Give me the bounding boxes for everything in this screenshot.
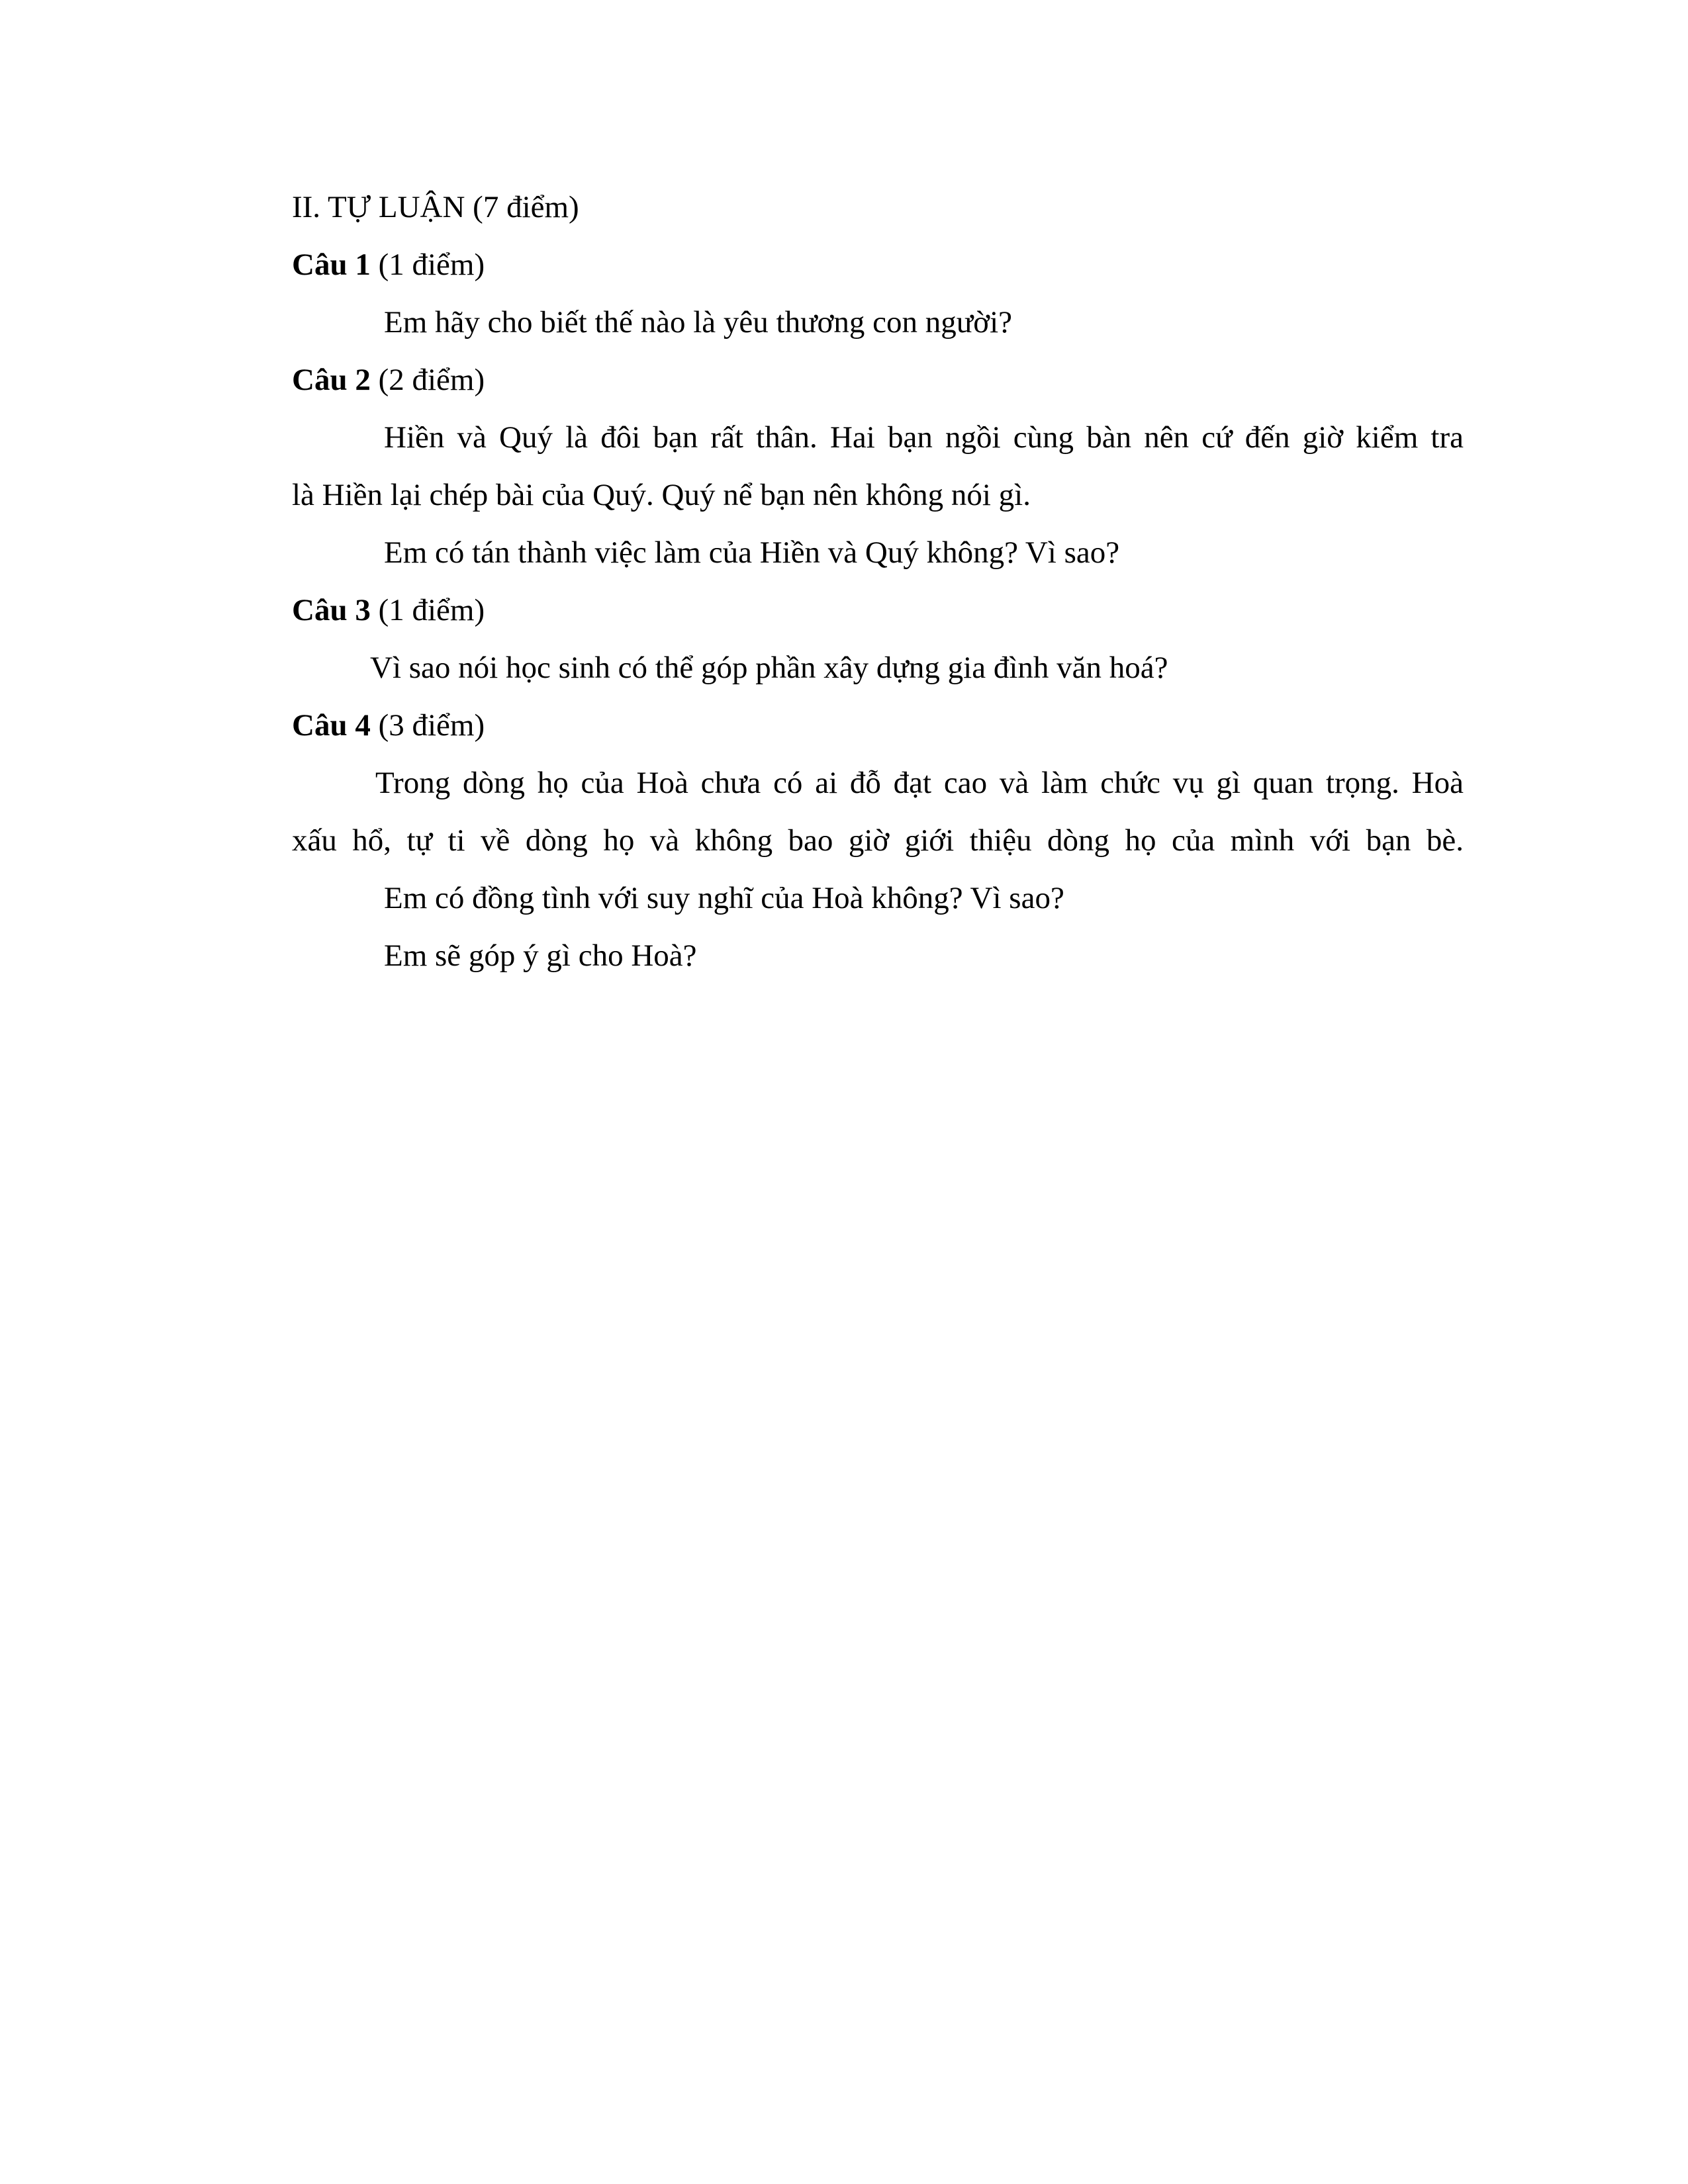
question-2-prompt: Em có tán thành việc làm của Hiền và Quý không? Vì sao? [384,535,1120,570]
question-2-heading [292,351,1464,409]
question-2-text-line-2: là Hiền lại chép bài của Quý. Quý nể bạn nên không nói gì. [292,478,1031,512]
question-3-heading [292,582,1464,639]
question-1-points: (1 điểm) [370,248,485,282]
question-4-text-line-2: xấu hổ, tự ti về dòng họ và không bao giờ giới thiệu dòng họ của mình với bạn bè. [292,823,1464,858]
section-title: II. TỰ LUẬN (7 điểm) [292,190,579,224]
question-4-points: (3 điểm) [370,708,485,743]
question-4-label: Câu 4 [292,708,371,743]
question-3-text: Vì sao nói học sinh có thể góp phần xây dựng gia đình văn hoá? [370,651,1168,685]
question-3-points: (1 điểm) [370,593,485,627]
question-4-heading [292,697,1464,754]
question-1-heading [292,236,1464,294]
question-2-points: (2 điểm) [370,363,485,397]
question-1-label: Câu 1 [292,248,371,282]
essay-section [292,179,1464,985]
question-2-text-line-1: Hiền và Quý là đôi bạn rất thân. Hai bạn ngồi cùng bàn nên cứ đến giờ kiểm tra [384,420,1464,455]
question-2-label: Câu 2 [292,363,371,397]
question-4-prompt-1: Em có đồng tình với suy nghĩ của Hoà không? Vì sao? [384,881,1064,915]
question-3-label: Câu 3 [292,593,371,627]
question-4-prompt-2: Em sẽ góp ý gì cho Hoà? [384,938,697,973]
question-1-text: Em hãy cho biết thế nào là yêu thương con người? [384,305,1013,340]
question-4-text-line-1: Trong dòng họ của Hoà chưa có ai đỗ đạt cao và làm chức vụ gì quan trọng. Hoà [375,766,1464,800]
